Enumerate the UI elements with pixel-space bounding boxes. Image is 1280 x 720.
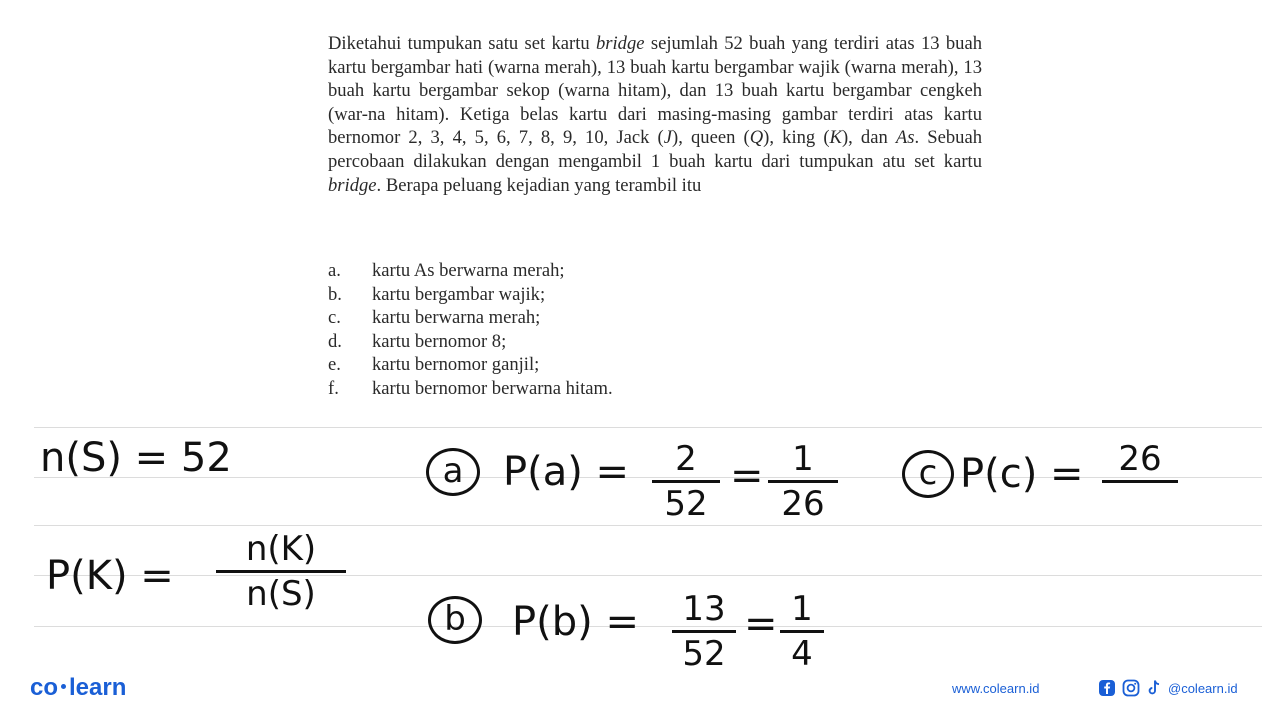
option-text: kartu bernomor 8; [372,330,507,352]
fraction-denominator: 52 [682,634,726,674]
problem-text: Diketahui tumpukan satu set kartu [328,33,596,54]
fraction-denominator: 4 [791,634,813,674]
fraction-bar [1102,480,1178,483]
logo-dot [61,684,66,689]
part-c-fraction [1102,440,1178,485]
footer-social [1098,679,1238,697]
option-letter: c. [328,307,341,329]
fraction-bar [780,630,824,633]
option-letter: a. [328,260,341,281]
fraction-bar [768,480,838,483]
option-text: kartu bergambar wajik; [372,283,546,305]
part-b-equals: = [744,601,778,647]
colearn-logo [30,674,126,702]
option-text: kartu As berwarna merah; [372,260,565,281]
fraction-numerator: 1 [791,589,813,629]
problem-italic-bridge: bridge [328,174,377,196]
problem-italic-k: K [829,127,842,149]
instagram-icon[interactable] [1122,679,1140,697]
fraction-numerator: 26 [1118,439,1162,479]
option-item [328,259,982,283]
fraction-denominator: 52 [664,484,708,524]
option-item [328,283,982,307]
option-letter: f. [328,377,339,399]
part-a-fraction-1 [652,440,720,523]
problem-statement [328,32,982,197]
notebook-rule [34,525,1262,526]
option-item [328,377,982,401]
fraction-numerator: 13 [682,589,726,629]
pk-fraction [216,530,346,613]
problem-text: sejumlah 52 buah yang terdiri atas 13 buah kartu bergambar hati (warna merah), 13 buah kartu bergambar wajik (warna merah), 13 buah kartu bergambar sekop (warna hitam), dan 13 buah kartu bergambar cengkeh (war-na hitam). Ketiga belas kartu dari masing-masing gambar terdiri atas kartu bernomor 2, 3, 4, 5, 6, 7, 8, 9, 10, Jack ( [328,33,982,149]
part-a-equals: = [730,453,764,499]
part-a-lhs: P(a) = [503,449,630,495]
option-letter: e. [328,354,341,376]
fraction-numerator: 1 [792,439,814,479]
logo-text-co: co [30,674,59,701]
option-item [328,330,982,354]
fraction-denominator: 26 [781,484,825,524]
problem-text: ), dan [841,127,896,149]
tiktok-icon[interactable] [1146,679,1162,697]
fraction-bar [672,630,736,633]
fraction-bar [216,570,346,573]
problem-italic-as: As [895,127,915,149]
problem-text: . Berapa peluang kejadian yang terambil itu [376,174,702,196]
part-b-fraction-2 [780,590,824,673]
option-text: kartu bernomor ganjil; [372,354,540,376]
fraction-numerator: 2 [675,439,697,479]
options-list [328,259,982,401]
part-a-circle: a [426,448,480,496]
problem-italic-bridge: bridge [595,33,645,54]
footer-url[interactable]: www.colearn.id [952,681,1040,696]
part-a-fraction-2 [768,440,838,523]
part-c-circle: c [902,450,954,498]
part-b-fraction-1 [672,590,736,673]
notebook-rule [34,626,1262,627]
pk-lhs: P(K) = [46,553,174,599]
notebook-rule [34,427,1262,428]
fraction-bar [652,480,720,483]
problem-text: . Sebuah percobaan dilakukan dengan mengambil 1 buah kartu dari tumpukan atu set kartu [328,127,983,172]
problem-text: ), queen ( [672,127,750,149]
social-handle[interactable]: @colearn.id [1168,680,1238,696]
pk-numerator: n(K) [245,529,317,569]
part-b-lhs: P(b) = [512,599,639,645]
pk-denominator: n(S) [246,574,316,614]
part-b-circle: b [428,596,482,644]
problem-italic-q: Q [749,127,764,149]
ns-equation: n(S) = 52 [40,435,232,481]
option-letter: d. [328,330,342,352]
logo-text-learn: learn [69,674,127,701]
option-text: kartu berwarna merah; [372,307,541,329]
part-c-lhs: P(c) = [960,451,1084,497]
facebook-icon[interactable] [1098,679,1116,697]
option-letter: b. [328,283,342,305]
option-item [328,353,982,377]
problem-italic-j: J [663,127,673,149]
problem-text: ), king ( [763,127,830,149]
option-text: kartu bernomor berwarna hitam. [372,377,613,399]
option-item [328,306,982,330]
